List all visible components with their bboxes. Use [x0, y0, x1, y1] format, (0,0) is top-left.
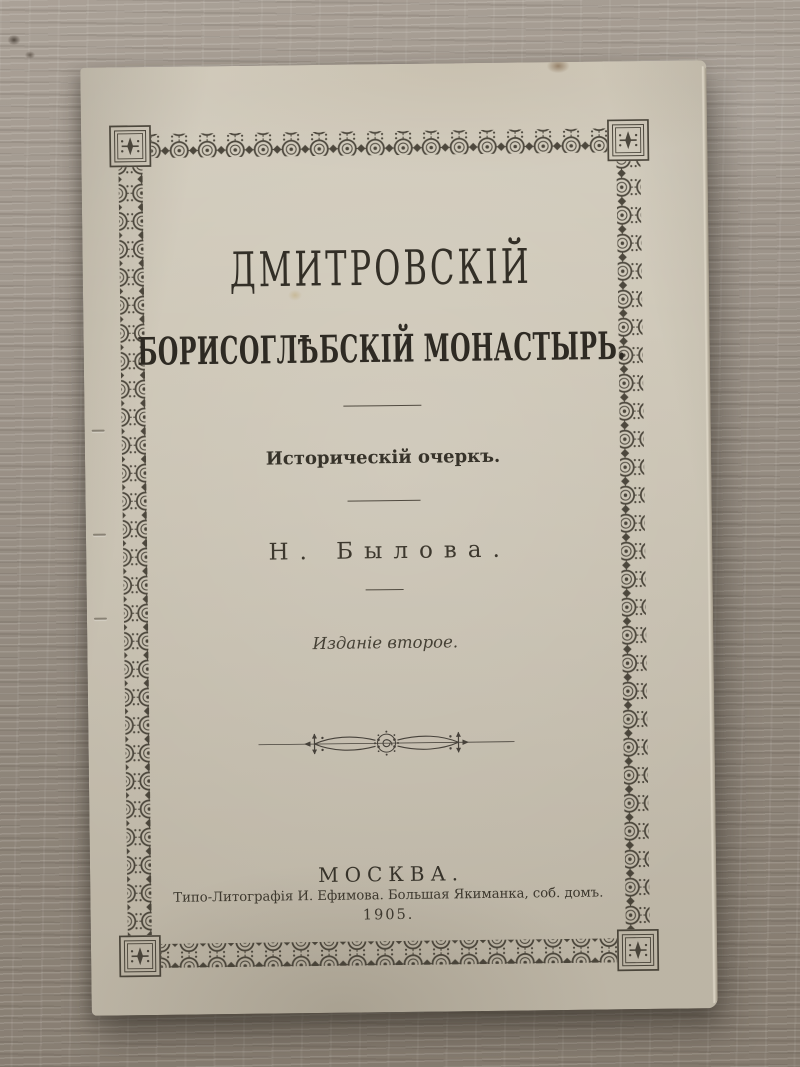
author-name: [114, 534, 654, 569]
divider-rule-3: [366, 589, 404, 590]
book-title-line1-text: ДМИТРОВСКІЙ: [229, 237, 533, 299]
publication-year: 1905.: [362, 906, 415, 924]
divider-rule-2: [348, 500, 421, 502]
divider-rule-1: [343, 405, 421, 407]
book-title-line1: [111, 237, 651, 299]
book-title-line2-text: БОРИСОГЛѢБСКІЙ МОНАСТЫРЬ.: [137, 323, 627, 375]
publisher-imprint: Типо-Литографія И. Ефимова. Большая Якиманка, соб. домъ.: [173, 885, 604, 906]
book-cover: [80, 60, 718, 1016]
author-name-text: Н. Былова.: [268, 536, 511, 566]
flourish-ornament: [256, 727, 516, 760]
subtitle: Историческій очеркъ.: [265, 445, 501, 470]
title-page-content: [108, 61, 660, 1016]
edition-note: Изданіе второе.: [312, 632, 459, 654]
place-of-publication-text: МОСКВА.: [318, 861, 465, 888]
book-title-line2: [112, 323, 652, 375]
